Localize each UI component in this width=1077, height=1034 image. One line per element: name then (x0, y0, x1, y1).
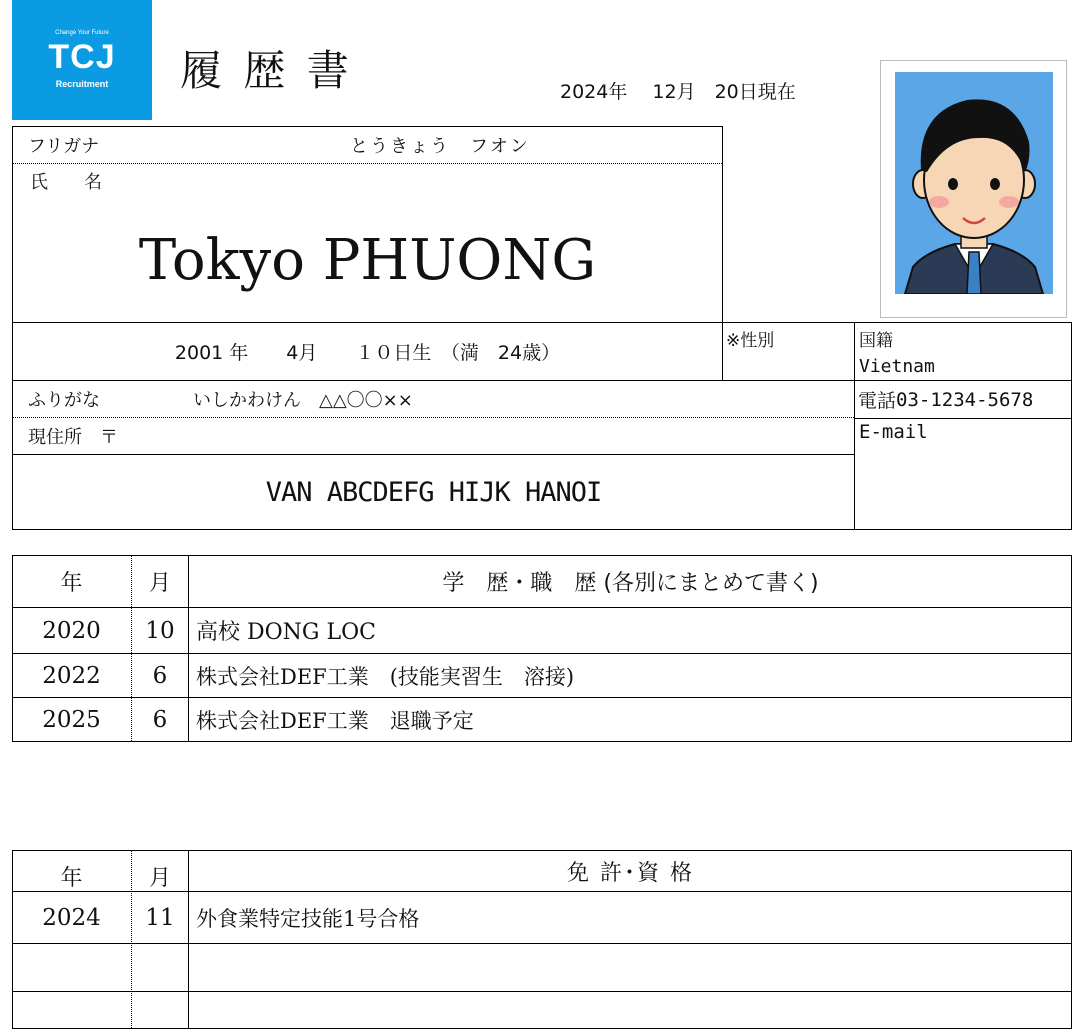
nationality-label: 国籍 (859, 331, 893, 351)
license-row-month: 11 (145, 904, 175, 931)
history-row-text: 高校 DONG LOC (196, 620, 376, 645)
license-row-year (12, 944, 131, 991)
nationality-value: Vietnam (859, 356, 935, 377)
address-divider (13, 454, 854, 455)
address-value: VAN ABCDEFG HIJK HANOI (265, 476, 602, 508)
history-row-year: 2025 (42, 706, 101, 733)
license-col-year: 年 (60, 865, 83, 891)
license-row-month (132, 944, 188, 991)
furigana-label: フリガナ (28, 136, 100, 157)
furigana-value: とうきょう フオン (350, 136, 530, 157)
logo-subtitle: Recruitment (55, 79, 109, 89)
logo-tagline: Change Your Future (55, 30, 109, 36)
photo-background (895, 72, 1053, 294)
history-row-text: 株式会社DEF工業 退職予定 (196, 708, 474, 733)
history-row-text: 株式会社DEF工業 (技能実習生 溶接) (196, 664, 575, 689)
history-row-year: 2022 (42, 662, 101, 689)
history-row-month: 10 (145, 617, 175, 644)
address-furigana-label: ふりがな (28, 390, 100, 411)
history-col-title: 学 歴・職 歴 (各別にまとめて書く) (442, 571, 819, 596)
phone-line (858, 381, 1033, 418)
license-row-text: 外食業特定技能1号合格 (196, 906, 420, 931)
company-logo (12, 0, 152, 120)
history-col-year: 年 (60, 571, 83, 596)
applicant-name: Tokyo PHUONG (138, 227, 597, 293)
phone-value: 03-1234-5678 (896, 388, 1034, 411)
gender-label: ※性別 (726, 331, 775, 351)
address-furigana-divider (13, 417, 854, 418)
photo-frame (880, 60, 1067, 318)
businessman-avatar-icon (895, 72, 1053, 294)
license-row-year: 2024 (42, 904, 101, 931)
document-title: 履 歴 書 (180, 46, 353, 95)
history-row-month: 6 (152, 662, 168, 689)
license-col-month: 月 (148, 865, 171, 891)
history-row-year: 2020 (42, 617, 101, 644)
phone-divider (855, 418, 1071, 419)
furigana-divider (13, 163, 722, 164)
license-row-month (132, 992, 188, 1028)
address-furigana-value: いしかわけん △△〇〇×× (193, 390, 413, 411)
phone-label: 電話 (858, 390, 897, 412)
date-line: 2024年 12月 20日現在 (560, 81, 796, 103)
address-label: 現住所 〒 (28, 427, 118, 448)
history-row-month: 6 (152, 706, 168, 733)
name-label: 氏 名 (30, 172, 102, 193)
license-row-year (12, 992, 131, 1028)
history-col-month: 月 (148, 571, 171, 596)
logo-name: TCJ (48, 38, 116, 76)
email-label: E-mail (859, 421, 928, 443)
birth-line: 2001 年 4月 １０日生 （満 24歳） (174, 342, 561, 364)
license-col-title: 免 許･資 格 (567, 860, 694, 886)
